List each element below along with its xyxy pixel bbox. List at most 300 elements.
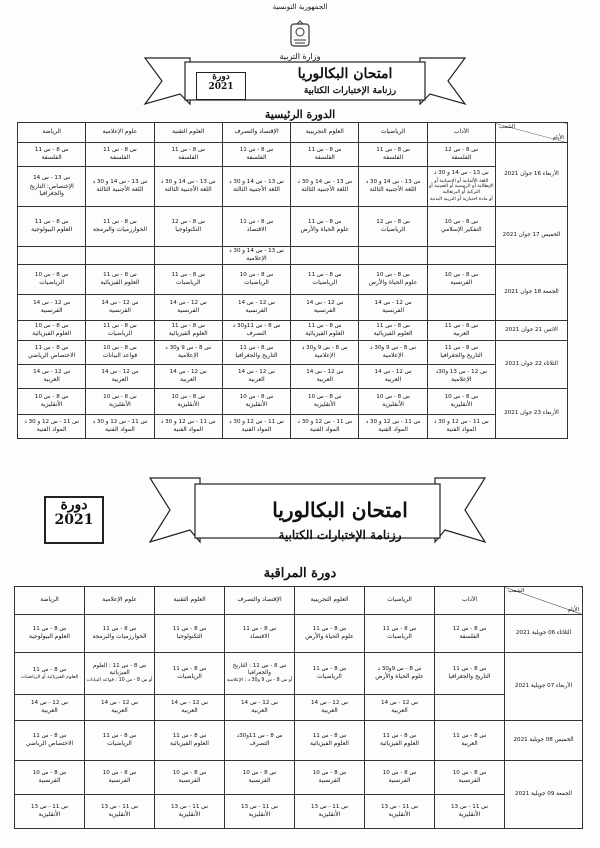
exam-time: س 8 - س 11 [103, 322, 137, 329]
exam-subject: الفرنسية [38, 777, 61, 785]
exam-subject: العلوم الفيزيائية [100, 279, 140, 287]
exam-cell [295, 721, 365, 761]
exam-subject: الأنقليزية [382, 401, 404, 409]
exam-time: س 12 - س 14 [237, 368, 275, 375]
retake-session-label: دورة المراقبة [263, 566, 337, 581]
exam-time: س 8 - س 11و30د [236, 732, 283, 739]
exam-cell [86, 143, 154, 167]
exam-time: س 12 - س 13 و30د [435, 368, 487, 375]
exam-time: س 13 - س 14 و 30 د [229, 247, 284, 254]
exam-subject: الفلسفة [246, 154, 267, 162]
column-header: العلوم التقنية [155, 587, 225, 615]
exam-subject: العلوم الفيزيائية أو الرياضيات [20, 674, 79, 680]
exam-subject: الاختصاص الرياضي [28, 352, 76, 360]
exam-subject: العربية [180, 376, 197, 384]
column-header: الآداب [427, 123, 495, 143]
republic-name: الجمهورية التونسية [272, 3, 328, 11]
exam-cell [155, 695, 225, 721]
exam-subject: التاريخ والجغرافيا [440, 352, 483, 360]
exam-time: س 11 - س 12 و 30 د [24, 418, 79, 425]
exam-time: س 8 - س 11و30 د [232, 322, 281, 329]
exam-cell [365, 721, 435, 761]
exam-time: س 8 - س 10 [32, 769, 67, 776]
exam-time: س 8 - س 10 [103, 393, 137, 400]
exam-cell [225, 761, 295, 795]
exam-cell [85, 795, 155, 829]
exam-cell [15, 653, 85, 695]
exam-subject: الاقتصاد [249, 633, 270, 641]
table-row [18, 207, 568, 247]
exam-subject: الرياضيات [39, 279, 64, 287]
exam-subject: الفرنسية [108, 777, 131, 785]
exam-time: س 8 - س 11 [34, 344, 69, 351]
badge-year: 2021 [208, 81, 234, 92]
exam-time: س 12 - س 14 [169, 368, 207, 375]
exam-subject: الرياضيات [244, 279, 269, 287]
table-row [15, 653, 583, 695]
exam-time: س 8 - س 11 [171, 322, 205, 329]
session-title [0, 108, 600, 121]
exam-cell [427, 321, 495, 341]
exam-subject: اللغة الأجنبية الثالثة [369, 186, 417, 194]
exam-subject: العربية [181, 707, 198, 715]
exam-time: س 8 - س 11 [103, 218, 137, 225]
exam-time: س 12 - س 14 [170, 699, 209, 706]
exam-cell [86, 365, 154, 389]
exam-time: س 8 - س 10 [376, 271, 410, 278]
exam-subject: الأنقليزية [458, 811, 481, 819]
banner-ribbon [140, 56, 470, 108]
exam-cell [15, 695, 85, 721]
exam-time: س 12 - س 14 [101, 299, 139, 306]
column-header: علوم الإعلامية [86, 123, 154, 143]
exam-subject: الفلسفة [459, 633, 480, 641]
exam-subject: التاريخ والجغرافيا [448, 673, 491, 681]
exam-cell [85, 761, 155, 795]
exam-cell [427, 365, 495, 389]
retake-session-table [14, 586, 583, 829]
exam-subject: العربية [111, 707, 128, 715]
exam-cell [295, 615, 365, 653]
exam-subject: العربية [41, 707, 58, 715]
exam-subject: الأنقليزية [109, 401, 131, 409]
exam-cell [435, 721, 505, 761]
exam-time: س 8 - س 11 [171, 271, 205, 278]
exam-cell [435, 653, 505, 695]
exam-subject: الإعلامية [382, 352, 404, 360]
exam-subject: الرياضيات [387, 633, 412, 641]
exam-cell [154, 365, 222, 389]
exam-cell [435, 615, 505, 653]
exam-cell [85, 653, 155, 695]
exam-time: س 8 - س 9و30 د [377, 665, 422, 672]
exam-time: س 8 - س 11 [312, 732, 347, 739]
exam-time: س 8 - س 11 [172, 625, 207, 632]
exam-time: س 8 - س 11 [452, 732, 487, 739]
table-header-row [18, 123, 568, 143]
exam-cell [359, 265, 427, 295]
exam-subject: الأنقليزية [38, 811, 61, 819]
exam-cell [155, 615, 225, 653]
exam-time: س 8 - س 10 [452, 769, 487, 776]
exam-subject: العربية [316, 376, 333, 384]
exam-cell [222, 389, 290, 415]
exam-time: س 8 - س 11 [103, 146, 137, 153]
exam-time: س 11 - س 12 و 30 د [297, 418, 353, 425]
exam-subject: العلوم الفيزيائية [170, 740, 209, 748]
exam-time: س 8 - س 11 [382, 625, 417, 632]
exam-subject: العلوم الفيزيائية [168, 330, 208, 338]
exam-subject: الفرنسية [245, 307, 268, 315]
exam-subject: المواد الفنية [378, 426, 408, 434]
exam-cell [427, 295, 495, 321]
exam-subject: أو س 8 - س 9 و30 د : الإعلامية [226, 678, 293, 684]
exam-time: س 8 - س 10 [103, 344, 137, 351]
exam-cell [359, 143, 427, 167]
exam-cell [359, 415, 427, 439]
exam-cell [427, 143, 495, 167]
exam-time: س 12 - س 14 [374, 368, 412, 375]
exam-time: س 8 - س 12 [444, 146, 479, 153]
exam-subject: الفرنسية [248, 777, 271, 785]
column-header: الإقتصاد والتصرف [222, 123, 290, 143]
exam-subject: الإعلامية [451, 376, 472, 384]
exam-subject: الفلسفة [314, 154, 335, 162]
year-badge [196, 72, 246, 100]
corner-label-days: الأيام [567, 606, 579, 613]
exam-time: س 8 - س 11 [452, 665, 487, 672]
exam-time: س 11 - س 13 [380, 803, 419, 810]
exam-subject: أو س 8 - س 10 : قواعد البيانات [86, 678, 153, 684]
exam-subject: الرياضيات [175, 279, 201, 287]
exam-title: امتحان البكالوريا [272, 498, 408, 522]
exam-cell [86, 265, 154, 295]
exam-cell [18, 207, 86, 247]
exam-cell [295, 695, 365, 721]
exam-cell [222, 265, 290, 295]
column-header: الرياضيات [365, 587, 435, 615]
exam-cell [86, 295, 154, 321]
exam-cell [435, 761, 505, 795]
exam-subject: الأنقليزية [178, 811, 201, 819]
exam-subject: الفرنسية [178, 777, 201, 785]
exam-subject: الأنقليزية [318, 811, 341, 819]
exam-subject: الفلسفة [382, 154, 404, 162]
exam-cell [291, 295, 359, 321]
exam-cell [291, 247, 359, 265]
exam-cell [427, 389, 495, 415]
exam-time: س 11 - س 12 و 30 د [433, 418, 489, 425]
exam-subject: الإعلامية [177, 352, 199, 360]
exam-cell [155, 795, 225, 829]
exam-subject: المواد الفنية [309, 426, 340, 434]
exam-time: س 8 - س 10 [444, 271, 479, 278]
column-header: العلوم التجريبية [291, 123, 359, 143]
exam-cell [291, 167, 359, 207]
table-corner-cell [495, 123, 567, 143]
exam-cell [18, 167, 86, 207]
exam-cell [15, 721, 85, 761]
table-row [15, 795, 583, 829]
exam-time: س 8 - س 11 [312, 665, 347, 672]
exam-subject: العربية [321, 707, 338, 715]
exam-cell [222, 167, 290, 207]
day-cell: الثلاثاء 22 جوان 2021 [495, 341, 567, 389]
exam-cell [435, 795, 505, 829]
exam-time: س 8 - س 11 [308, 146, 342, 153]
section2-title [40, 498, 600, 522]
badge-year: 2021 [54, 512, 94, 529]
exam-time: س 8 - س 10 [34, 393, 69, 400]
exam-cell [222, 295, 290, 321]
exam-time: س 8 - س 11 [312, 625, 347, 632]
table-row [15, 761, 583, 795]
exam-time: س 8 - س 11 [376, 322, 410, 329]
exam-cell [365, 695, 435, 721]
day-cell: الاثنين 21 جوان 2021 [495, 321, 567, 341]
exam-cell [222, 365, 290, 389]
exam-subject: الخوارزميات والبرمجة [92, 226, 147, 234]
exam-subject: المواد الفنية [241, 426, 272, 434]
day-cell: الخميس 17 جوان 2021 [495, 207, 567, 265]
exam-time: س 8 - س 11 [239, 218, 274, 225]
exam-subject: العلوم البيولوجية [29, 633, 70, 641]
exam-cell [155, 721, 225, 761]
exam-cell [291, 389, 359, 415]
exam-cell [154, 265, 222, 295]
column-header: الرياضة [15, 587, 85, 615]
exam-subject: المواد الفنية [36, 426, 67, 434]
exam-subject: العربية [384, 376, 402, 384]
exam-cell [86, 341, 154, 365]
day-cell: الخميس 08 جويلية 2021 [505, 721, 583, 761]
exam-time: س 8 - س 9 و30 د [165, 344, 212, 351]
exam-cell [222, 341, 290, 365]
exam-time: س 8 - س 11 [32, 625, 67, 632]
exam-subject: التكنولوجيا [176, 633, 203, 641]
exam-cell [222, 321, 290, 341]
exam-subject: اللغة الألمانية أو الاسبانية أو الإيطالية أو الروسية أو الصينية أو التركية أو البرتغالية [429, 178, 494, 195]
exam-time: س 12 - س 14 [33, 368, 71, 375]
exam-title: امتحان البكالوريا [297, 66, 393, 82]
exam-time: س 12 - س 14 [30, 699, 69, 706]
exam-cell [18, 295, 86, 321]
exam-cell [155, 761, 225, 795]
exam-subject: العلوم الفيزيائية [305, 330, 345, 338]
exam-cell [222, 415, 290, 439]
table-row [15, 615, 583, 653]
session-title [0, 566, 600, 581]
exam-time: س 8 - س 10 [34, 271, 69, 278]
exam-cell [18, 265, 86, 295]
exam-time: س 8 - س 11 [172, 665, 207, 672]
exam-subject: العربية [111, 376, 129, 384]
column-header: الرياضة [18, 123, 86, 143]
exam-time: س 8 - س 10 [444, 393, 479, 400]
column-header: الرياضيات [359, 123, 427, 143]
exam-subject: الفلسفة [41, 154, 62, 162]
exam-cell [18, 247, 86, 265]
exam-subject: الأنقليزية [388, 811, 411, 819]
exam-time: س 12 - س 14 [237, 299, 275, 306]
exam-time: س 13 - س 14 و 30 د [92, 178, 148, 185]
exam-time: س 8 - س 10 [308, 393, 342, 400]
exam-cell [18, 321, 86, 341]
exam-subject: الأنقليزية [248, 811, 271, 819]
exam-subject: العلوم الفيزيائية [380, 740, 419, 748]
exam-time: س 11 - س 13 [310, 803, 349, 810]
exam-time: س 8 - س 11 [444, 344, 479, 351]
exam-subject: قواعد البيانات [102, 352, 138, 360]
day-cell: الجمعة 18 جوان 2021 [495, 265, 567, 321]
exam-cell [427, 207, 495, 247]
exam-time: س 13 - س 14 و 30 د [365, 178, 421, 185]
exam-time: س 11 - س 13 [100, 803, 139, 810]
exam-cell [225, 721, 295, 761]
ministry-name: وزارة التربية [279, 52, 321, 61]
exam-time: س 11 - س 13 [240, 803, 279, 810]
exam-cell [225, 653, 295, 695]
exam-time: س 8 - س 10 [242, 769, 277, 776]
exam-subject: الفرنسية [313, 307, 336, 315]
day-cell: الأربعاء 07 جويلية 2021 [505, 653, 583, 721]
exam-subject: العلوم الفيزيائية [373, 330, 413, 338]
exam-cell [15, 795, 85, 829]
exam-subject: الاختصاص الرياضي [25, 740, 74, 748]
exam-time: س 11 - س 12 و 30 د [160, 418, 216, 425]
exam-cell [359, 365, 427, 389]
exam-time: س 12 - س 14 [100, 699, 139, 706]
day-cell: الأربعاء 16 جوان 2021 [495, 143, 567, 207]
exam-time: س 8 - س 10 [382, 769, 417, 776]
exam-cell [85, 615, 155, 653]
exam-cell [86, 415, 154, 439]
section2-subtitle [40, 528, 600, 542]
exam-cell [291, 143, 359, 167]
table-row [18, 341, 568, 365]
year-badge [44, 496, 104, 544]
exam-time: س 8 - س 10 [376, 393, 410, 400]
exam-cell [225, 615, 295, 653]
exam-subject: اللغة الأجنبية الثالثة [96, 186, 144, 194]
exam-time: س 8 - س 10 [239, 393, 274, 400]
exam-cell [291, 265, 359, 295]
exam-cell [359, 247, 427, 265]
exam-subject: التكنولوجيا [175, 226, 202, 234]
exam-time: س 12 - س 14 [169, 299, 207, 306]
exam-subject: الفرنسية [458, 777, 481, 785]
exam-subject: الفرنسية [108, 307, 131, 315]
exam-cell [154, 143, 222, 167]
exam-subject: الإختصاص: التاريخ والجغرافيا [29, 182, 74, 197]
exam-time: س 13 - س 14 و 30 د [297, 178, 353, 185]
exam-cell [359, 167, 427, 207]
exam-subject: الرياضيات [107, 330, 133, 338]
exam-cell [85, 695, 155, 721]
exam-time: س 8 - س 11 [34, 218, 69, 225]
exam-time: س 8 - س 11 [32, 666, 67, 673]
exam-subject: الإعلامية [246, 255, 267, 263]
exam-subject: الرياضيات [312, 279, 338, 287]
table-row [15, 695, 583, 721]
exam-time: س 8 - س 11 [102, 732, 137, 739]
exam-time: س 12 - س 14 [310, 699, 349, 706]
table-row [18, 295, 568, 321]
table-row [18, 143, 568, 167]
exam-time: س 8 - س 11 [172, 732, 207, 739]
table-row [18, 389, 568, 415]
exam-cell [365, 615, 435, 653]
exam-subject: الفرنسية [382, 307, 404, 315]
exam-cell [291, 415, 359, 439]
exam-subject: العربية [251, 707, 268, 715]
exam-cell [222, 247, 290, 265]
day-cell: الأربعاء 23 جوان 2021 [495, 389, 567, 439]
exam-time: س 8 - س 11 [444, 322, 479, 329]
badge-label: دورة [60, 497, 88, 513]
exam-time: س 8 - س 11 [32, 732, 67, 739]
exam-cell [222, 207, 290, 247]
exam-cell [359, 341, 427, 365]
exam-cell [427, 415, 495, 439]
exam-time: س 8 - س 12 [452, 625, 487, 632]
exam-subject: المواد الفنية [446, 426, 477, 434]
exam-subject: الأنقليزية [450, 401, 473, 409]
exam-time: س 8 - س 11 [103, 271, 137, 278]
exam-time: س 8 - س 11 [239, 146, 274, 153]
exam-time: س 8 - س 12 [171, 218, 205, 225]
exam-subject: الخوارزميات والبرمجة [92, 633, 147, 641]
exam-subject: الأنقليزية [245, 401, 268, 409]
calendar-subtitle: رزنامة الإختبارات الكتابية [303, 86, 397, 96]
corner-label-days: الأيام [552, 134, 564, 141]
exam-time: س 8 - س 11 : العلوم الفيزيائية [92, 663, 147, 676]
exam-cell [295, 761, 365, 795]
exam-subject: الرياضيات [107, 740, 132, 748]
exam-subject: الأنقليزية [313, 401, 336, 409]
exam-time: س 8 - س 11 [242, 625, 277, 632]
exam-cell [154, 207, 222, 247]
exam-cell [18, 341, 86, 365]
exam-cell [154, 295, 222, 321]
exam-cell [18, 143, 86, 167]
column-header: العلوم التجريبية [295, 587, 365, 615]
exam-time: س 11 - س 12 و 30 د [365, 418, 421, 425]
exam-cell [365, 653, 435, 695]
exam-subject: الفلسفة [178, 154, 199, 162]
exam-cell [427, 247, 495, 265]
exam-subject: الرياضيات [317, 673, 342, 681]
corner-label-streams: الشعب [508, 588, 525, 594]
exam-subject: التصرف [249, 740, 270, 748]
exam-time: س 12 - س 14 [101, 368, 139, 375]
exam-subject: اللغة الأجنبية الثالثة [301, 186, 349, 194]
exam-time: س 8 - س 11 [308, 271, 342, 278]
exam-cell [86, 167, 154, 207]
exam-time: س 12 - س 14 [380, 699, 419, 706]
exam-cell [86, 389, 154, 415]
exam-cell [365, 795, 435, 829]
exam-cell [222, 143, 290, 167]
exam-cell [435, 695, 505, 721]
column-header: الآداب [435, 587, 505, 615]
exam-time: س 8 - س 11 : التاريخ والجغرافيا [232, 663, 287, 676]
section1-subtitle [50, 86, 600, 96]
exam-cell [18, 389, 86, 415]
exam-cell [155, 653, 225, 695]
exam-time: س 8 - س 9 و30 د [370, 344, 416, 351]
exam-cell [154, 321, 222, 341]
